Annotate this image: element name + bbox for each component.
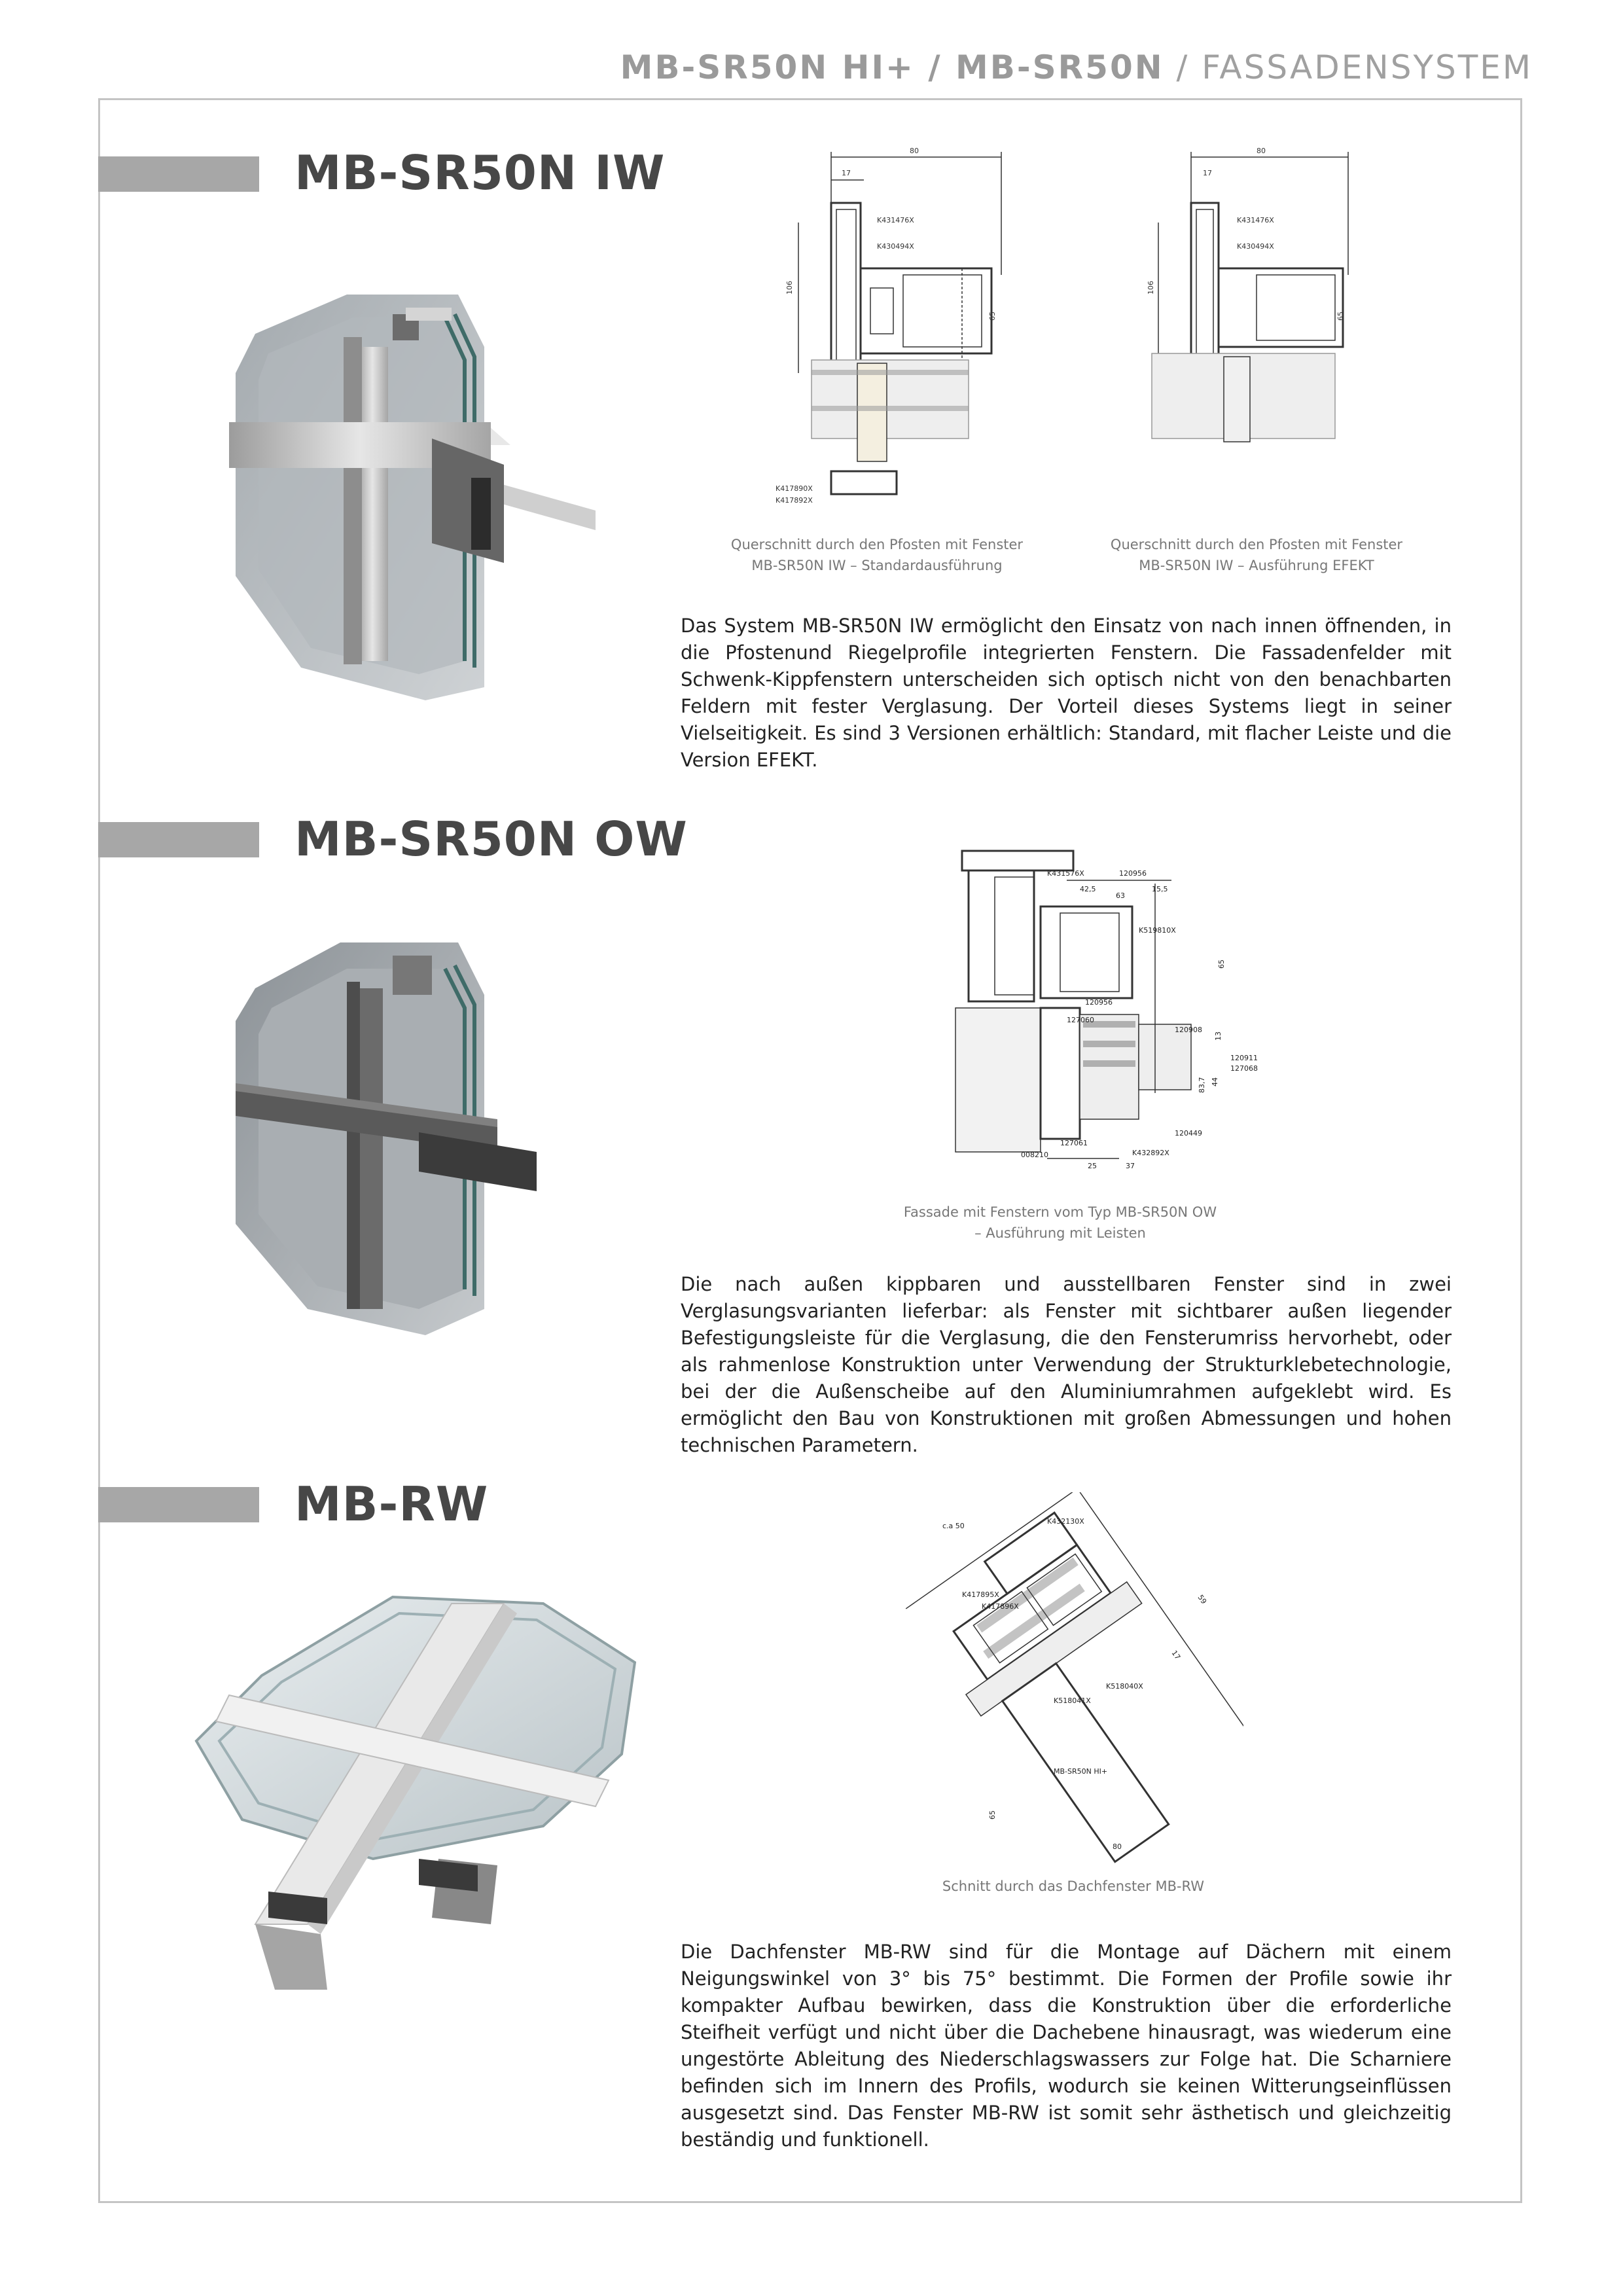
header-product: MB-SR50N HI+ / MB-SR50N: [620, 48, 1164, 86]
code-120956: 120956: [1119, 869, 1147, 878]
section-bar: [98, 156, 259, 192]
section-drawing-iw-standard: [772, 144, 1034, 511]
section-title-ow: MB-SR50N OW: [294, 812, 688, 867]
caption-iw-standard: [713, 534, 1041, 576]
caption-line: Querschnitt durch den Pfosten mit Fenster: [730, 537, 1024, 552]
dim-65-b: 65: [1336, 312, 1345, 321]
caption-line: MB-SR50N IW – Standardausführung: [751, 558, 1003, 573]
section-title-rw: MB-RW: [294, 1477, 489, 1532]
code-k431476x: K431476X: [877, 216, 914, 224]
caption-line: – Ausführung mit Leisten: [974, 1225, 1146, 1241]
section-bar: [98, 822, 259, 857]
dim-25: 25: [1088, 1162, 1097, 1170]
facade-render-ow: [196, 916, 648, 1335]
label-mb-sr50n-hi: MB-SR50N HI+: [1054, 1767, 1108, 1776]
section-drawing-ow: [929, 844, 1270, 1185]
body-text-ow: Die nach außen kippbaren und ausstellbaren Fenster sind in zwei Verglasungsvarianten lieferbar: als Fenster mit sichtbarer außen liegender Befestigungsleiste für die Verglasung, die den Fensterumriss hervorhebt, oder als rahmenlose Konstruktion unter Verwendung der Strukturklebetechnologie, bei der die Außenscheibe auf den Aluminiumrahmen aufgeklebt wird. Es ermöglicht den Bau von Konstruktionen mit großen Abmessungen und hohen technischen Parametern.: [681, 1273, 1452, 1456]
dim-42-5: 42,5: [1080, 885, 1096, 893]
dim-17-b: 17: [1203, 169, 1212, 177]
dim-44: 44: [1211, 1077, 1219, 1086]
dim-80-rw: 80: [1113, 1842, 1122, 1851]
dim-13: 13: [1214, 1031, 1222, 1041]
code-k432130x: K432130X: [1047, 1517, 1084, 1526]
caption-rw: Schnitt durch das Dachfenster MB-RW: [942, 1878, 1205, 1894]
code-120908: 120908: [1175, 1026, 1202, 1034]
dim-106-b: 106: [1147, 281, 1155, 295]
caption-line: Querschnitt durch den Pfosten mit Fenster: [1110, 537, 1403, 552]
header-category: / FASSADENSYSTEM: [1164, 48, 1533, 86]
facade-render-iw: [196, 268, 668, 700]
code-127068: 127068: [1230, 1064, 1258, 1073]
code-120449: 120449: [1175, 1129, 1202, 1138]
section-title-iw: MB-SR50N IW: [294, 145, 666, 200]
dim-37: 37: [1126, 1162, 1135, 1170]
dim-59: 59: [1196, 1593, 1209, 1606]
code-k417890x: K417890X: [776, 484, 813, 493]
code-k430494x-b: K430494X: [1237, 242, 1274, 251]
dim-83-7: 83,7: [1198, 1077, 1206, 1093]
code-120956-b: 120956: [1085, 998, 1113, 1007]
roof-window-render: [177, 1584, 668, 1990]
page-header: [620, 48, 1533, 86]
code-127060: 127060: [1067, 1016, 1094, 1024]
dim-65: 65: [988, 312, 997, 321]
body-text-iw: Das System MB-SR50N IW ermöglicht den Einsatz von nach innen öffnenden, in die Pfostenund Riegelprofile integrierten Fenstern. Die Fassadenfelder mit Schwenk-Kippfenstern unterscheiden sich optisch nicht von den benachbarten Feldern mit fester Verglasung. Der Vorteil dieses Systems liegt in seiner Vielseitigkeit. Es sind 3 Versionen erhältlich: Standard, mit flacher Leiste und die Version EFEKT.: [681, 615, 1452, 771]
body-text-rw: Die Dachfenster MB-RW sind für die Montage auf Dächern mit einem Neigungswinkel von 3° bis 75° bestimmt. Die Formen der Profile sowie ihr kompakter Aufbau bewirken, dass die Konstruktion über die erforderliche Steifheit verfügt und nicht über die Dachebene hinausragt, was wiederum eine ungestörte Ableitung des Niederschlagswassers zur Folge hat. Die Scharniere befinden sich im Innern des Profils, wodurch sie keinen Witterungseinflüssen ausgesetzt sind. Das Fenster MB-RW ist somit sehr ästhetisch und gleichzeitig beständig und funktionell.: [681, 1941, 1452, 2151]
code-k518040x: K518040X: [1106, 1682, 1143, 1691]
dim-65-ow: 65: [1217, 960, 1226, 969]
dim-80: 80: [910, 147, 919, 155]
code-k432892x: K432892X: [1132, 1149, 1169, 1157]
code-k417896x: K417896X: [982, 1602, 1019, 1611]
section-drawing-iw-efekt: [1139, 144, 1361, 484]
code-k431576x: K431576X: [1047, 869, 1084, 878]
caption-line: Fassade mit Fenstern vom Typ MB-SR50N OW: [903, 1204, 1217, 1220]
caption-line: MB-SR50N IW – Ausführung EFEKT: [1139, 558, 1374, 573]
caption-ow: [870, 1202, 1250, 1244]
dim-17: 17: [842, 169, 851, 177]
code-k519810x: K519810X: [1139, 926, 1176, 935]
caption-iw-efekt: [1086, 534, 1427, 576]
code-k430494x: K430494X: [877, 242, 914, 251]
code-k417892x: K417892X: [776, 496, 813, 505]
dim-65-rw: 65: [988, 1810, 997, 1820]
code-k431476x-b: K431476X: [1237, 216, 1274, 224]
dim-63: 63: [1116, 891, 1125, 900]
code-120911: 120911: [1230, 1054, 1258, 1062]
dim-ca-50: c.a 50: [942, 1522, 965, 1530]
section-drawing-rw: [890, 1492, 1243, 1885]
dim-15-5: 15,5: [1152, 885, 1168, 893]
dim-17-rw: 17: [1169, 1649, 1183, 1662]
code-008210: 008210: [1021, 1151, 1048, 1159]
dim-106: 106: [785, 281, 794, 295]
code-k518041x: K518041X: [1054, 1696, 1091, 1705]
code-k417895x: K417895X: [962, 1590, 999, 1599]
dim-80-b: 80: [1257, 147, 1266, 155]
section-bar: [98, 1487, 259, 1522]
code-127061: 127061: [1060, 1139, 1088, 1147]
